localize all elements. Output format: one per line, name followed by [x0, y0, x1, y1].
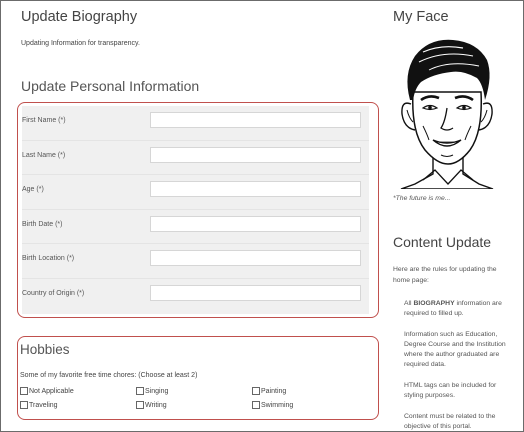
last-name-field[interactable] [150, 147, 361, 163]
form-row-birth-location [22, 244, 369, 279]
rule-item [404, 381, 514, 401]
birth-location-label: Birth Location (*) [22, 255, 75, 263]
content-update-title: Content Update [393, 234, 492, 250]
form-row-first-name [22, 106, 369, 141]
face-title: My Face [393, 9, 449, 25]
form-row-birth-date [22, 210, 369, 245]
rules-list [404, 299, 514, 432]
form-row-age [22, 175, 369, 210]
age-label: Age (*) [22, 186, 44, 194]
rule-item [404, 299, 514, 319]
hobbies-subtitle: Some of my favorite free time chores: (Choose at least 2) [20, 372, 198, 379]
hobby-label: Painting [261, 387, 287, 395]
checkbox[interactable] [20, 387, 28, 395]
hobby-singing[interactable] [136, 387, 168, 395]
birth-date-field[interactable] [150, 216, 361, 232]
rule-item [404, 330, 514, 370]
rule-emphasis: BIOGRAPHY [413, 300, 455, 307]
hobby-label: Not Applicable [29, 387, 74, 395]
hobby-writing[interactable] [136, 401, 167, 409]
face-illustration [393, 34, 501, 189]
section-title: Update Personal Information [21, 78, 200, 94]
last-name-label: Last Name (*) [22, 151, 66, 159]
form-row-last-name [22, 141, 369, 176]
hobby-label: Swimming [261, 401, 294, 409]
first-name-label: First Name (*) [22, 117, 66, 124]
personal-info-form [17, 102, 379, 318]
hobbies-title: Hobbies [20, 342, 70, 357]
face-caption: *The future is me... [393, 195, 451, 202]
hobby-traveling[interactable] [20, 401, 58, 409]
checkbox[interactable] [136, 387, 144, 395]
hobby-not-applicable[interactable] [20, 387, 74, 395]
rule-text: information are required to filled up. [404, 300, 502, 317]
rule-text: All [404, 300, 414, 307]
form-row-country [22, 279, 369, 314]
rule-text: Content must be related to the objective of this portal. [404, 413, 496, 430]
hobbies-box [17, 336, 379, 420]
rule-text: Information such as Education, Degree Course and the Institution where the author graduated are required data. [404, 331, 506, 368]
rule-item [404, 412, 514, 432]
page-title: Update Biography [21, 9, 138, 25]
hobby-swimming[interactable] [252, 401, 293, 409]
rules-intro: Here are the rules for updating the home page: [393, 266, 497, 284]
checkbox[interactable] [252, 401, 260, 409]
checkbox[interactable] [136, 401, 144, 409]
checkbox[interactable] [252, 387, 260, 395]
checkbox[interactable] [20, 401, 28, 409]
birth-date-label: Birth Date (*) [22, 220, 63, 228]
age-field[interactable] [150, 181, 361, 197]
birth-location-field[interactable] [150, 250, 361, 266]
page-intro: Updating Information for transparency. [21, 40, 140, 47]
hobby-label: Singing [145, 387, 169, 395]
rule-text: HTML tags can be included for styling purposes. [404, 382, 497, 399]
country-field[interactable] [150, 285, 361, 301]
hobby-painting[interactable] [252, 387, 286, 395]
first-name-field[interactable] [150, 112, 361, 128]
country-label: Country of Origin (*) [22, 289, 85, 297]
hobby-label: Writing [145, 401, 167, 409]
hobby-label: Traveling [29, 401, 58, 409]
